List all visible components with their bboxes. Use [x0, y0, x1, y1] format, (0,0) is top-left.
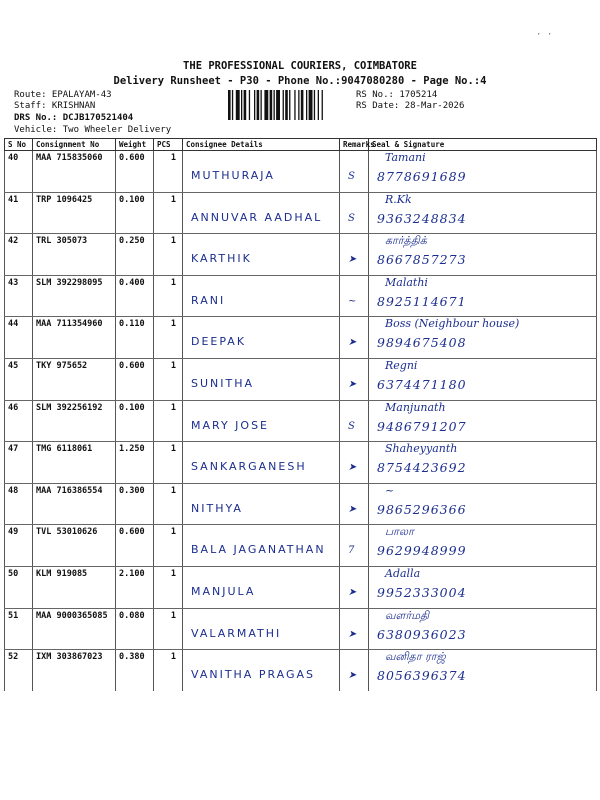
handwritten-remark: S — [348, 420, 355, 432]
cell-pcs: 1 — [154, 192, 183, 234]
cell-sno: 40 — [5, 151, 33, 193]
handwritten-phone: 6374471180 — [377, 376, 467, 392]
cell-consignment-no: TMG 6118061 — [33, 442, 116, 484]
cell-consignment-no: MAA 9000365085 — [33, 608, 116, 650]
cell-seal-signature — [369, 566, 597, 608]
header-consignee-details: Consignee Details — [183, 139, 340, 151]
cell-remarks — [340, 650, 369, 691]
cell-seal-signature — [369, 275, 597, 317]
cell-seal-signature — [369, 608, 597, 650]
cell-weight: 0.600 — [116, 151, 154, 193]
cell-sno: 50 — [5, 566, 33, 608]
cell-sno: 42 — [5, 234, 33, 276]
handwritten-remark: ➤ — [348, 503, 357, 515]
cell-seal-signature — [369, 483, 597, 525]
handwritten-phone: 6380936023 — [377, 626, 467, 642]
cell-consignee — [183, 400, 340, 442]
header-consignment-no: Consignment No — [33, 139, 116, 151]
cell-sno: 45 — [5, 358, 33, 400]
cell-pcs: 1 — [154, 275, 183, 317]
cell-weight: 0.100 — [116, 400, 154, 442]
header-seal-signature: Seal & Signature — [369, 139, 597, 151]
cell-pcs: 1 — [154, 358, 183, 400]
table-row — [5, 234, 597, 276]
handwritten-remark: S — [348, 171, 355, 182]
handwritten-remark: ➤ — [348, 586, 357, 598]
table-row — [5, 525, 597, 567]
cell-weight: 1.250 — [116, 442, 154, 484]
handwritten-signature: R.Kk — [385, 192, 412, 206]
cell-weight: 0.600 — [116, 525, 154, 567]
cell-seal-signature — [369, 151, 597, 193]
cell-consignee — [183, 566, 340, 608]
handwritten-signature: Shaheyyanth — [385, 442, 458, 456]
cell-pcs: 1 — [154, 650, 183, 691]
handwritten-phone: 8056396374 — [377, 668, 467, 684]
header-remarks: Remarks — [340, 139, 369, 151]
cell-consignment-no: IXM 303867023 — [33, 650, 116, 691]
handwritten-consignee-name: MARY JOSE — [191, 418, 270, 432]
drs-number: DRS No.: DCJB170521404 — [14, 113, 134, 123]
handwritten-consignee-name: SUNITHA — [191, 376, 255, 390]
handwritten-remark: ➤ — [348, 462, 357, 474]
cell-pcs: 1 — [154, 566, 183, 608]
route-label: Route: EPALAYAM-43 — [14, 90, 112, 100]
cell-sno: 46 — [5, 400, 33, 442]
table-row — [5, 275, 597, 317]
handwritten-phone: 9486791207 — [377, 418, 467, 434]
cell-remarks — [340, 566, 369, 608]
handwritten-remark: 7 — [348, 545, 355, 557]
cell-consignment-no: SLM 392256192 — [33, 400, 116, 442]
cell-consignment-no: MAA 711354960 — [33, 317, 116, 359]
handwritten-phone: 9952333004 — [377, 584, 467, 600]
cell-consignment-no: TKY 975652 — [33, 358, 116, 400]
handwritten-consignee-name: VANITHA PRAGAS — [191, 668, 316, 682]
handwritten-consignee-name: BALA JAGANATHAN — [191, 543, 326, 557]
cell-pcs: 1 — [154, 608, 183, 650]
handwritten-phone: 8778691689 — [377, 169, 467, 184]
handwritten-signature: ~ — [385, 483, 395, 497]
cell-consignment-no: SLM 392298095 — [33, 275, 116, 317]
cell-seal-signature — [369, 192, 597, 234]
cell-remarks — [340, 525, 369, 567]
cell-remarks — [340, 275, 369, 317]
cell-consignee — [183, 358, 340, 400]
cell-seal-signature — [369, 650, 597, 691]
header-pcs: PCS — [154, 139, 183, 151]
cell-consignee — [183, 317, 340, 359]
cell-remarks — [340, 483, 369, 525]
cell-consignee — [183, 192, 340, 234]
cell-pcs: 1 — [154, 234, 183, 276]
company-title: THE PROFESSIONAL COURIERS, COIMBATORE — [183, 60, 417, 72]
handwritten-consignee-name: KARTHIK — [191, 252, 252, 266]
cell-remarks — [340, 442, 369, 484]
cell-consignee — [183, 442, 340, 484]
handwritten-consignee-name: VALARMATHI — [191, 626, 282, 640]
vehicle-label: Vehicle: Two Wheeler Delivery — [14, 125, 172, 135]
cell-remarks — [340, 400, 369, 442]
handwritten-consignee-name: DEEPAK — [191, 335, 247, 349]
cell-consignee — [183, 483, 340, 525]
handwritten-signature: Malathi — [385, 275, 428, 289]
cell-weight: 0.380 — [116, 650, 154, 691]
cell-seal-signature — [369, 525, 597, 567]
cell-sno: 52 — [5, 650, 33, 691]
cell-remarks — [340, 234, 369, 276]
cell-sno: 48 — [5, 483, 33, 525]
cell-remarks — [340, 192, 369, 234]
cell-pcs: 1 — [154, 400, 183, 442]
cell-weight: 0.250 — [116, 234, 154, 276]
handwritten-phone: 9894675408 — [377, 335, 467, 351]
handwritten-signature: வளர்மதி — [385, 608, 430, 622]
handwritten-signature: Adalla — [385, 566, 421, 580]
cell-sno: 41 — [5, 192, 33, 234]
table-row — [5, 608, 597, 650]
header-sno: S No — [5, 139, 33, 151]
runsheet-table — [4, 138, 597, 691]
handwritten-consignee-name: RANI — [191, 293, 226, 307]
table-row — [5, 442, 597, 484]
cell-consignment-no: MAA 715835060 — [33, 151, 116, 193]
cell-pcs: 1 — [154, 442, 183, 484]
handwritten-consignee-name: MANJULA — [191, 584, 256, 598]
handwritten-remark: S — [348, 212, 355, 224]
table-row — [5, 192, 597, 234]
cell-remarks — [340, 358, 369, 400]
cell-weight: 0.400 — [116, 275, 154, 317]
header-weight: Weight — [116, 139, 154, 151]
cell-pcs: 1 — [154, 317, 183, 359]
cell-pcs: 1 — [154, 483, 183, 525]
cell-sno: 47 — [5, 442, 33, 484]
cell-pcs: 1 — [154, 151, 183, 193]
cell-sno: 43 — [5, 275, 33, 317]
handwritten-remark: ➤ — [348, 378, 357, 390]
cell-consignee — [183, 275, 340, 317]
handwritten-phone: 8754423692 — [377, 460, 467, 476]
handwritten-phone: 8667857273 — [377, 252, 467, 268]
cell-seal-signature — [369, 234, 597, 276]
cell-weight: 0.300 — [116, 483, 154, 525]
runsheet-subtitle: Delivery Runsheet - P30 - Phone No.:9047080280 - Page No.:4 — [113, 75, 487, 87]
rs-number: RS No.: 1705214 — [356, 90, 438, 100]
handwritten-consignee-name: SANKARGANESH — [191, 460, 307, 474]
handwritten-remark: ➤ — [348, 254, 357, 266]
table-row — [5, 400, 597, 442]
table-row — [5, 566, 597, 608]
cell-sno: 44 — [5, 317, 33, 359]
cell-weight: 0.100 — [116, 192, 154, 234]
staff-label: Staff: KRISHNAN — [14, 101, 96, 111]
cell-consignee — [183, 151, 340, 193]
cell-weight: 0.080 — [116, 608, 154, 650]
cell-consignment-no: TVL 53010626 — [33, 525, 116, 567]
table-row — [5, 650, 597, 691]
handwritten-phone: 9629948999 — [377, 543, 467, 559]
handwritten-signature: Regni — [385, 358, 418, 372]
handwritten-signature: பாலா — [385, 525, 414, 539]
cell-seal-signature — [369, 400, 597, 442]
page-corner-mark: · · — [536, 30, 553, 40]
handwritten-signature: வனிதா ராஜ் — [385, 650, 446, 664]
handwritten-consignee-name: MUTHURAJA — [191, 169, 275, 182]
barcode-image — [228, 90, 352, 120]
cell-consignee — [183, 234, 340, 276]
handwritten-remark: ➤ — [348, 628, 357, 640]
table-header-row — [5, 139, 597, 151]
handwritten-phone: 9363248834 — [377, 210, 467, 226]
cell-consignee — [183, 608, 340, 650]
handwritten-consignee-name: NITHYA — [191, 501, 243, 515]
cell-remarks — [340, 608, 369, 650]
cell-consignment-no: TRL 305073 — [33, 234, 116, 276]
table-row — [5, 151, 597, 193]
handwritten-consignee-name: ANNUVAR AADHAL — [191, 210, 323, 224]
handwritten-remark: ➤ — [348, 670, 357, 682]
cell-weight: 0.600 — [116, 358, 154, 400]
handwritten-phone: 8925114671 — [377, 293, 467, 309]
cell-consignment-no: KLM 919085 — [33, 566, 116, 608]
cell-consignment-no: TRP 1096425 — [33, 192, 116, 234]
cell-remarks — [340, 317, 369, 359]
cell-sno: 49 — [5, 525, 33, 567]
table-row — [5, 358, 597, 400]
cell-seal-signature — [369, 358, 597, 400]
cell-weight: 2.100 — [116, 566, 154, 608]
handwritten-phone: 9865296366 — [377, 501, 467, 517]
cell-weight: 0.110 — [116, 317, 154, 359]
handwritten-signature: Boss (Neighbour house) — [385, 317, 520, 331]
handwritten-signature: Manjunath — [385, 400, 446, 414]
handwritten-signature: கார்த்திக் — [385, 234, 427, 248]
handwritten-signature: Tamani — [385, 151, 426, 164]
table-row — [5, 483, 597, 525]
cell-consignee — [183, 525, 340, 567]
cell-sno: 51 — [5, 608, 33, 650]
cell-consignment-no: MAA 716386554 — [33, 483, 116, 525]
cell-pcs: 1 — [154, 525, 183, 567]
table-row — [5, 317, 597, 359]
cell-consignee — [183, 650, 340, 691]
handwritten-remark: ➤ — [348, 337, 357, 349]
cell-seal-signature — [369, 317, 597, 359]
handwritten-remark: ~ — [348, 295, 357, 307]
cell-remarks — [340, 151, 369, 193]
rs-date: RS Date: 28-Mar-2026 — [356, 101, 465, 111]
cell-seal-signature — [369, 442, 597, 484]
